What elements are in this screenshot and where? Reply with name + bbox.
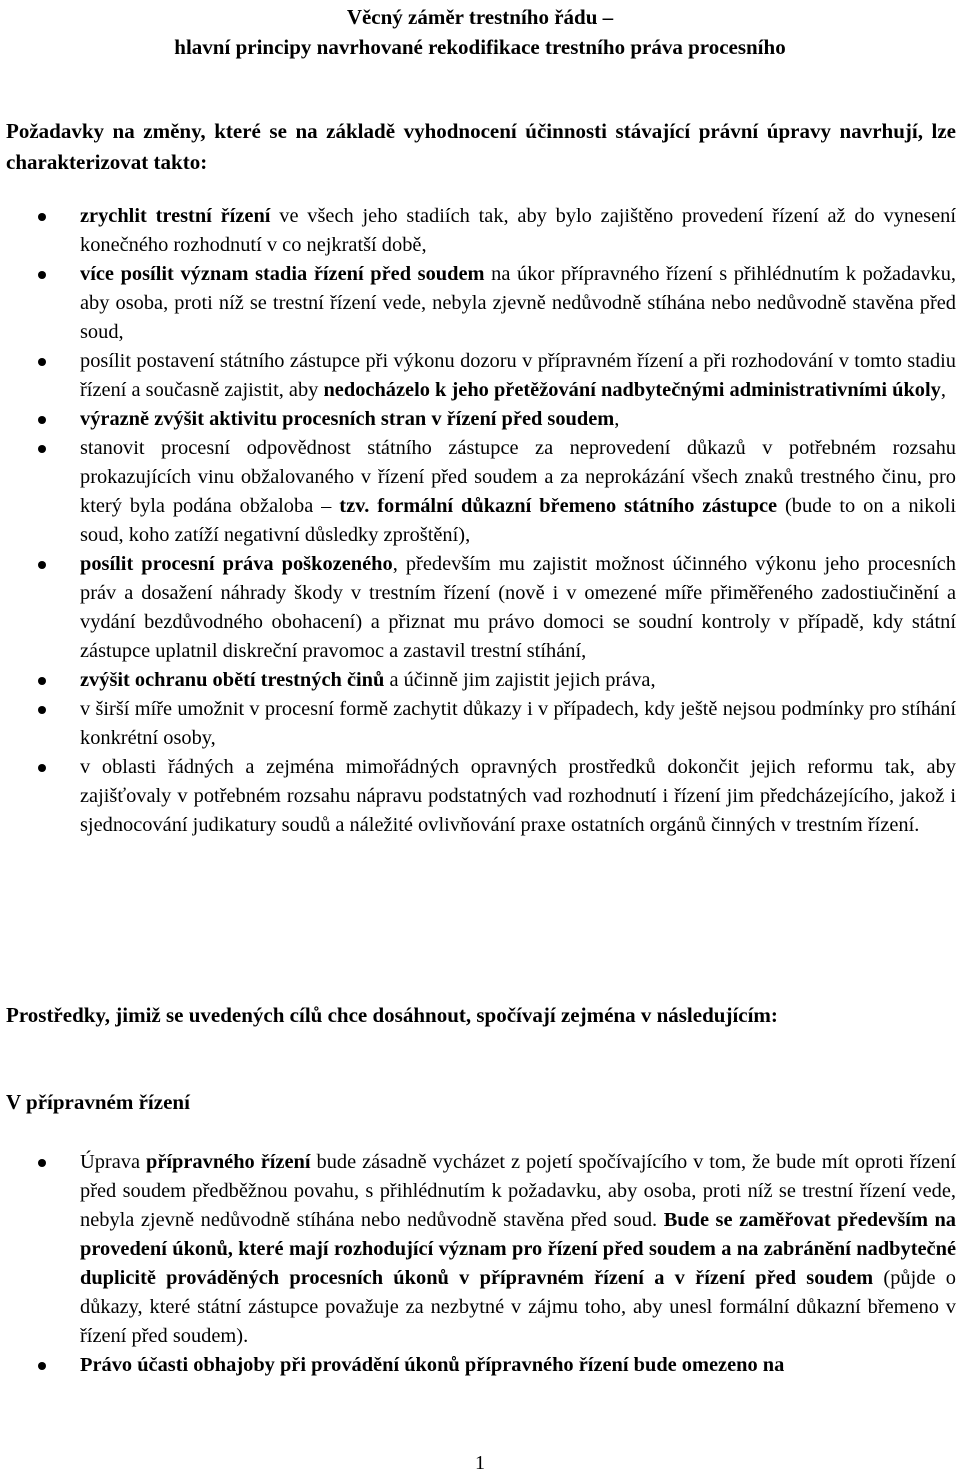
bullet-icon [38, 764, 46, 772]
list-item: v širší míře umožnit v procesní formě zachytit důkazy i v případech, kdy ještě nejsou podmínky pro stíhání konkrétní osoby, [0, 695, 960, 753]
section-heading: V přípravném řízení [6, 1090, 190, 1114]
bullet-icon [38, 1159, 46, 1167]
list-item: výrazně zvýšit aktivitu procesních stran v řízení před soudem, [0, 405, 960, 434]
bullet-icon [38, 358, 46, 366]
bullet-icon [38, 677, 46, 685]
list-item: Právo účasti obhajoby při provádění úkonů přípravného řízení bude omezeno na [0, 1351, 960, 1380]
bullet-icon [38, 445, 46, 453]
bullet-icon [38, 271, 46, 279]
document-title-line-1: Věcný záměr trestního řádu – [346, 5, 614, 29]
list-item: zrychlit trestní řízení ve všech jeho stadiích tak, aby bylo zajištěno provedení řízení až do vynesení konečného rozhodnutí v co nejkratší době, [0, 202, 960, 260]
list-item: v oblasti řádných a zejména mimořádných opravných prostředků dokončit jejich reformu tak, aby zajišťovaly v potřebném rozsahu nápravu podstatných vad rozhodnutí i řízení jim předcházejícího, jakož i sjednocování judikatury soudů a náležité ovlivňování praxe ostatních orgánů činných v trestním řízení. [0, 753, 960, 840]
bullet-icon [38, 213, 46, 221]
requirements-list [0, 202, 960, 840]
list-item: posílit postavení státního zástupce při výkonu dozoru v přípravném řízení a při rozhodování v tomto stadiu řízení a současně zajistit, aby nedocházelo k jeho přetěžování nadbytečnými administrativními úkoly, [0, 347, 960, 405]
list-item: zvýšit ochranu obětí trestných činů a účinně jim zajistit jejich práva, [0, 666, 960, 695]
list-item: posílit procesní práva poškozeného, především mu zajistit možnost účinného výkonu jeho procesních práv a dosažení náhrady škody v trestním řízení (nově i v omezené míře přiměřeného zadostiučinění a vydání bezdůvodného obohacení) a přiznat mu právo domoci se soudní kontroly v případě, kdy státní zástupce uplatnil diskreční pravomoc a zastavil trestní stíhání, [0, 550, 960, 666]
intro-heading: Požadavky na změny, které se na základě vyhodnocení účinnosti stávající právní úpravy navrhují, lze charakterizovat takto: [6, 119, 956, 174]
bullet-icon [38, 416, 46, 424]
page-number: 1 [475, 1452, 485, 1474]
list-item: více posílit význam stadia řízení před soudem na úkor přípravného řízení s přihlédnutím k požadavku, aby osoba, proti níž se trestní řízení vede, nebyla zjevně nedůvodně stíhána nebo nedůvodně stavěna před soud, [0, 260, 960, 347]
preparatory-procedure-list [0, 1148, 960, 1380]
bullet-icon [38, 561, 46, 569]
bullet-icon [38, 1362, 46, 1370]
list-item: stanovit procesní odpovědnost státního zástupce za neprovedení důkazů v potřebném rozsahu prokazujících vinu obžalovaného v řízení před soudem a za neprokázání všech znaků trestného činu, pro který byla podána obžaloba – tzv. formální důkazní břemeno státního zástupce (bude to on a nikoli soud, koho zatíží negativní důsledky zproštění), [0, 434, 960, 550]
means-heading: Prostředky, jimiž se uvedených cílů chce dosáhnout, spočívají zejména v následujícím: [6, 1003, 778, 1027]
bullet-icon [38, 706, 46, 714]
list-item: Úprava přípravného řízení bude zásadně vycházet z pojetí spočívajícího v tom, že bude mít oproti řízení před soudem předběžnou povahu, s přihlédnutím k požadavku, aby osoba, proti níž se trestní řízení vede, nebyla zjevně nedůvodně stíhána nebo nedůvodně stavěna před soud. Bude se zaměřovat především na provedení úkonů, které mají rozhodující význam pro řízení před soudem a na zabránění nadbytečné duplicitě prováděných procesních úkonů v přípravném řízení a v řízení před soudem (půjde o důkazy, které státní zástupce považuje za nezbytné v zájmu toho, aby unesl formální důkazní břemeno v řízení před soudem). [0, 1148, 960, 1351]
document-title-line-2: hlavní principy navrhované rekodifikace trestního práva procesního [174, 35, 786, 59]
